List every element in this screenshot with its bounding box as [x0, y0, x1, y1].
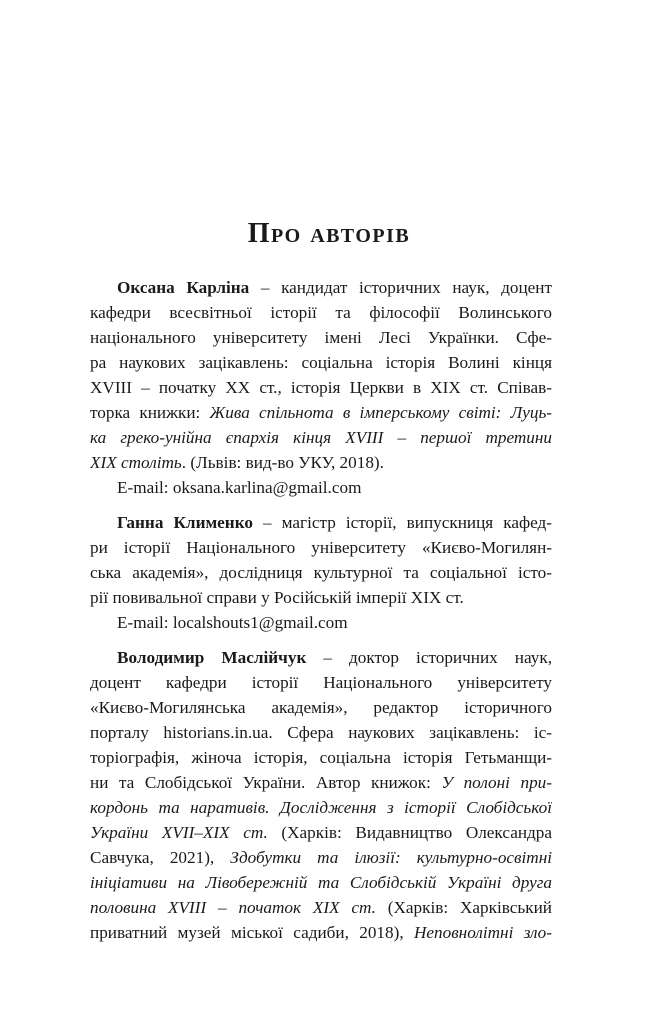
author3-line-2: доцент кафедри історії Національного університету	[90, 673, 552, 692]
author2-name: Ганна Клименко	[117, 513, 253, 532]
author3-line-6: ни та Слобідської України. Автор книжок: У полоні при-	[90, 773, 552, 792]
author3-line-1: Володимир Маслійчук – доктор історичних наук,	[117, 648, 552, 667]
author3-line-5: торіографія, жіноча історія, соціальна історія Гетьманщи-	[90, 748, 552, 767]
author1-line-2: кафедри всесвітньої історії та філософії Волинського	[90, 303, 552, 322]
author3-line-8: України XVII–XIX ст. (Харків: Видавництво Олександра	[90, 823, 552, 842]
author3-line-4: порталу historians.in.ua. Сфера наукових зацікавлень: іс-	[90, 723, 552, 742]
author3-line-11: половина XVIII – початок XIX ст. (Харків: Харківський	[90, 898, 552, 917]
page-title: Про авторів	[247, 218, 411, 249]
author2-line-3: ська академія», дослідниця культурної та соціальної істо-	[90, 563, 552, 582]
author3-line-9: Савчука, 2021), Здобутки та ілюзії: культурно-освітні	[90, 848, 552, 867]
author2-line-4: рії повивальної справи у Російській імперії XIX ст.	[90, 588, 464, 607]
author1-line-4: ра наукових зацікавлень: соціальна історія Волині кінця	[90, 353, 552, 372]
author1-line-3: національного університету імені Лесі Українки. Сфе-	[90, 328, 552, 347]
author3-line-7: кордонь та наративів. Дослідження з історії Слобідської	[90, 798, 552, 817]
author3-line-3: «Києво-Могилянська академія», редактор історичного	[90, 698, 552, 717]
author2-email: E-mail: localshouts1@gmail.com	[117, 613, 348, 632]
author3-name: Володимир Маслійчук	[117, 648, 307, 667]
author1-line-8: XIX століть. (Львів: вид-во УКУ, 2018).	[90, 453, 384, 472]
author1-email: E-mail: oksana.karlina@gmail.com	[117, 478, 362, 497]
author2-line-1: Ганна Клименко – магістр історії, випускниця кафед-	[117, 513, 552, 532]
author1-line-5: XVIII – початку XX ст., історія Церкви в XIX ст. Співав-	[90, 378, 552, 397]
author1-name: Оксана Карліна	[117, 278, 250, 297]
author1-line-6: торка книжки: Жива спільнота в імперському світі: Луць-	[90, 403, 552, 422]
book-title: Жива спільнота в імперському світі: Луць-	[209, 403, 552, 422]
author3-line-10: ініціативи на Лівобережній та Слобідській Україні друга	[90, 873, 552, 892]
author3-line-12: приватний музей міської садиби, 2018), Неповнолітні зло-	[90, 923, 552, 942]
author1-line-1: Оксана Карліна – кандидат історичних наук, доцент	[117, 278, 552, 297]
author1-line-7: ка греко-унійна єпархія кінця XVIII – першої третини	[90, 428, 552, 447]
author2-line-2: ри історії Національного університету «Києво-Могилян-	[90, 538, 552, 557]
